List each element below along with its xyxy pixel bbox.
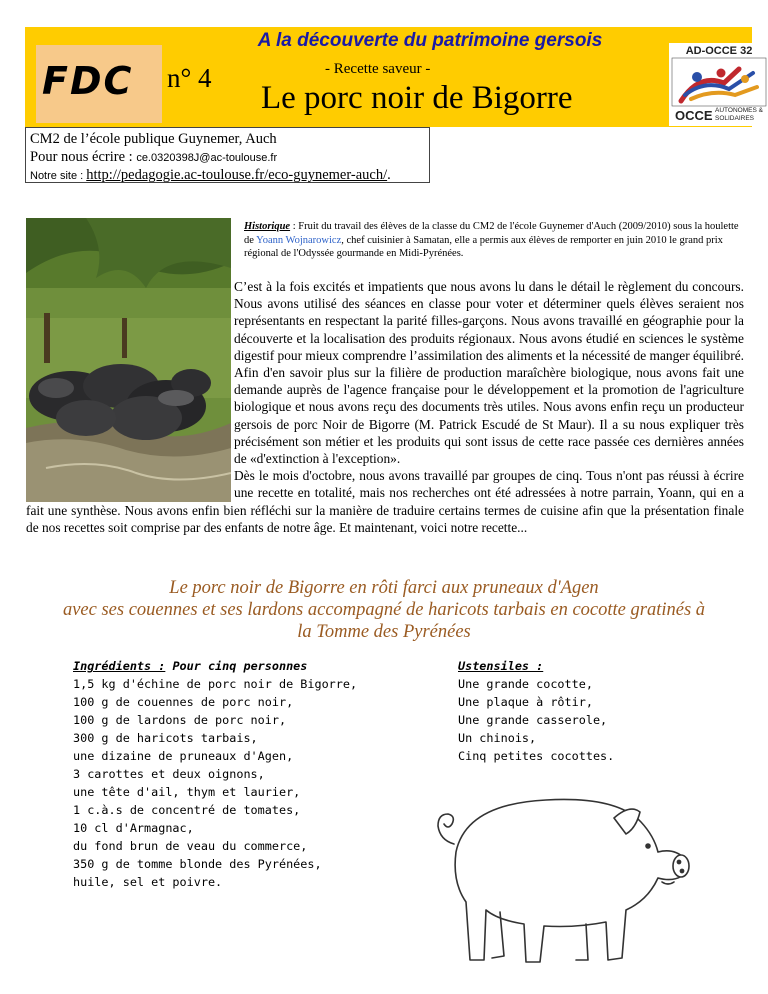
body-text <box>26 278 744 536</box>
chef-name: Yoann Wojnarowicz <box>256 234 342 246</box>
list-item: Une grande cocotte, <box>458 677 593 691</box>
list-item: huile, sel et poivre. <box>73 875 223 889</box>
ingredients-label: Ingrédients : <box>73 659 166 673</box>
ad-occe-logo <box>669 43 768 126</box>
site-link[interactable]: http://pedagogie.ac-toulouse.fr/eco-guynemer-auch/ <box>86 167 388 183</box>
list-item: du fond brun de veau du commerce, <box>73 839 308 853</box>
body-paragraph-1: C’est à la fois excités et impatients que nous avons lu dans le détail le règlement du concours. Nous avons utilisé des séances en classe pour voter et déterminer quels élèves seraient nos représentants en respectant la parité filles-garçons. Nous avons travaillé en géographie pour la découverte et la localisation des produits régionaux. Nous avons étudié en sciences le système digestif pour mieux comprendre l’assimilation des aliments et la nécessité de manger équilibré. Afin d'en savoir plus sur la filière de production maraîchère biologique, nous avons fait une demande auprès de l'agence française pour le développement et la promotion de l'agriculture biologique et nous avons reçu des documents très utiles. Nous avons enfin reçu un producteur gersois de porc Noir de Bigorre (M. Patrick Escudé de St Maur). Il a su nous expliquer très précisément son métier et les produits qui sont issus de cette race passée ces dernières années de «d'extinction à l'exception». <box>234 279 744 467</box>
school-info-box <box>25 127 430 183</box>
list-item: 1,5 kg d'échine de porc noir de Bigorre, <box>73 677 358 691</box>
site-line <box>30 167 425 186</box>
list-item: Cinq petites cocottes. <box>458 749 615 763</box>
list-item: 100 g de couennes de porc noir, <box>73 695 294 709</box>
utensils-list <box>458 657 658 765</box>
ingredients-heading <box>73 657 373 675</box>
list-item: 300 g de haricots tarbais, <box>73 731 258 745</box>
email-link[interactable]: ce.0320398J@ac-toulouse.fr <box>136 151 278 164</box>
fdc-logo: FDC <box>42 59 134 103</box>
list-item: 1 c.à.s de concentré de tomates, <box>73 803 301 817</box>
list-item: 100 g de lardons de porc noir, <box>73 713 287 727</box>
list-item: Une plaque à rôtir, <box>458 695 593 709</box>
historique-label: Historique <box>244 221 291 232</box>
site-end: . <box>387 167 391 183</box>
list-item: une dizaine de pruneaux d'Agen, <box>73 749 294 763</box>
historique-paragraph <box>244 220 744 261</box>
write-label: Pour nous écrire : <box>30 148 137 165</box>
logo-occe: OCCE <box>675 108 713 123</box>
pig-drawing-icon <box>426 782 696 972</box>
utensils-label: Ustensiles : <box>458 659 544 673</box>
list-item: Une grande casserole, <box>458 713 608 727</box>
list-item: une tête d'ail, thym et laurier, <box>73 785 301 799</box>
banner-title: A la découverte du patrimoine gersois <box>257 30 603 51</box>
list-item: Un chinois, <box>458 731 537 745</box>
recipe-title-line-2: avec ses couennes et ses lardons accompagné de haricots tarbais en cocotte gratinés à <box>62 600 706 620</box>
historique-text-b: , chef cuisinier à Samatan, elle a permis aux élèves de remporter en juin 2010 le grand prix régional de l'Odyssée gourmande en Midi-Pyrénées. <box>244 234 723 259</box>
recipe-title <box>20 577 748 643</box>
recipe-title-line-1: Le porc noir de Bigorre en rôti farci aux pruneaux d'Agen <box>169 578 599 598</box>
fdc-logo-box <box>36 45 162 123</box>
recipe-title-line-3: la Tomme des Pyrénées <box>297 622 471 642</box>
ingredients-list <box>73 657 373 891</box>
issue-number: n° 4 <box>167 63 212 93</box>
list-item: 3 carottes et deux oignons, <box>73 767 265 781</box>
site-label: Notre site : <box>30 170 87 182</box>
list-item: 10 cl d'Armagnac, <box>73 821 194 835</box>
ingredients-sub: Pour cinq personnes <box>165 659 308 673</box>
logo-label: AD-OCCE 32 <box>685 45 753 57</box>
header-banner <box>25 27 763 127</box>
contact-line <box>30 149 425 168</box>
list-item: 350 g de tomme blonde des Pyrénées, <box>73 857 322 871</box>
main-title: Le porc noir de Bigorre <box>261 80 573 116</box>
logo-tagline: AUTONOMES & SOLIDAIRES <box>715 107 763 122</box>
utensils-heading <box>458 657 658 675</box>
school-name: CM2 de l’école publique Guynemer, Auch <box>30 131 277 147</box>
historique-text-a: : Fruit du travail des élèves de la classe du CM2 de l'école Guynemer d'Auch (2009/2010) sous la houlette de <box>244 221 739 246</box>
subtitle: - Recette saveur - <box>325 61 431 77</box>
body-paragraph-2: Dès le mois d'octobre, nous avons travaillé par groupes de cinq. Tous n'ont pas réussi à écrire une recette en totalité, mais nos recherches ont été adressées à notre parrain, Yoann, qui en a fait une synthèse. Nous avons enfin bien réfléchi sur la manière de traduire certains termes de cuisine afin que la présentation finale de nos recettes soit comprise par des enfants de notre âge. Et maintenant, voici notre recette... <box>26 468 744 535</box>
